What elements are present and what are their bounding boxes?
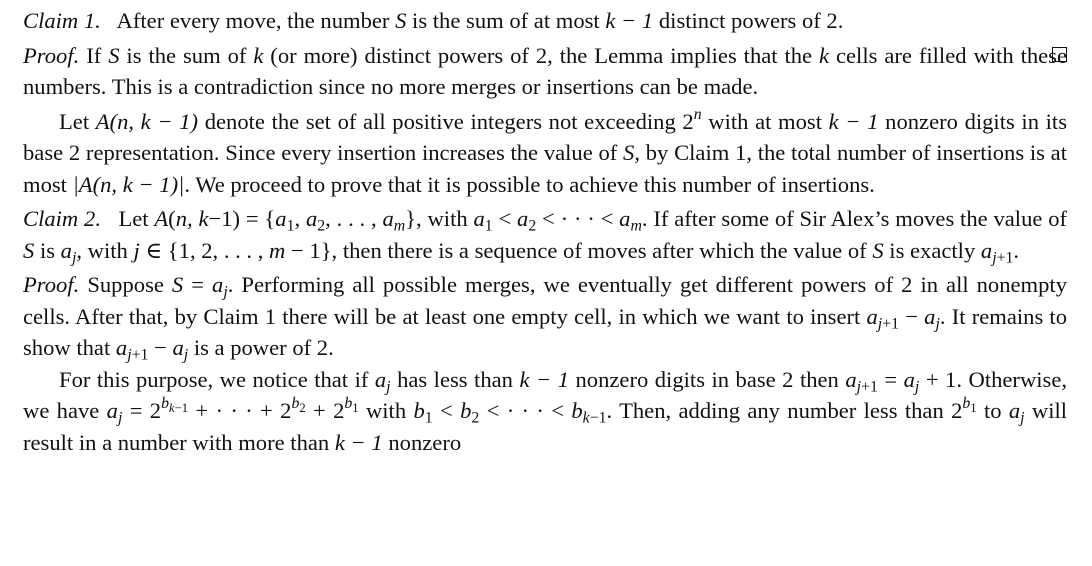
math-k-minus-1: k − 1: [605, 8, 654, 33]
claim-2-text-d: is: [34, 237, 61, 263]
proof-2-text-a: Suppose: [87, 272, 172, 297]
math-a-j: $a_j$: [1008, 398, 1025, 427]
claim-1-text-a: After every move, the number: [116, 8, 396, 33]
para-a-text-e: , by Claim 1, the total number of insertions is at most: [23, 140, 1067, 197]
math-A-set: A(n, $k-1) = \{a_1$, $a_2$, . . . , $a_m$}: [154, 206, 417, 235]
para-b-text-h: will result in a number with more than: [23, 398, 1068, 455]
proof-1-text-a: If: [86, 42, 109, 68]
math-S-eq-aj: $S = a_j$: [171, 272, 228, 301]
math-aj-sum: $a_j = 2^{b_{k-1}}$ + · · · + $2^{b_2} + 2^{b_1}$: [106, 395, 359, 427]
math-S: S: [872, 237, 884, 263]
claim-2-text-g: is exactly: [883, 237, 981, 263]
para-a-text-b: denote the set of all positive integers not exceeding: [198, 108, 683, 134]
para-b-text-c: nonzero digits in base 2 then: [569, 366, 846, 392]
proof-1-label: Proof.: [23, 42, 80, 68]
proof-2-text-d: is a power of 2.: [188, 335, 334, 360]
claim-2: [23, 203, 1067, 266]
claim-1: [23, 5, 1067, 37]
math-a-j: $a_j$: [60, 237, 77, 267]
para-b-text-d: . Otherwise, we have: [23, 366, 1068, 423]
proof-2: [23, 269, 1067, 364]
math-a-order: $a_1 < a_2$ < · · · < $a_m$: [473, 206, 642, 235]
para-b-text-e: with: [358, 398, 414, 423]
math-diff: $a_{j+1} - a_j$: [115, 335, 189, 364]
page: [23, 5, 1067, 458]
math-k-minus-1: k − 1: [828, 108, 879, 134]
qed-box: [1052, 47, 1067, 62]
claim-2-text-b: , with: [416, 206, 474, 231]
proof-1-text-c: (or more) distinct powers of 2, the Lemma implies that the: [263, 42, 820, 68]
claim-2-text-h: .: [1013, 237, 1020, 263]
math-a-j: $a_j$: [374, 366, 391, 396]
math-b-order: $b_1 < b_2$ < · · · < $b_{k-1}$: [413, 398, 607, 427]
math-k-minus-1: k − 1: [334, 429, 383, 455]
claim-1-text-b: is the sum of at most: [406, 8, 606, 33]
para-b-text-i: nonzero: [382, 429, 462, 455]
proof-1-text-d: cells are filled with these numbers. This is a contradiction since no more merges or insertions can be made.: [23, 42, 1067, 99]
para-a-text-c: with at most: [701, 108, 829, 134]
math-S: S: [395, 8, 407, 33]
math-k: k: [819, 42, 830, 68]
para-b-text-a: For this purpose, we notice that if: [59, 366, 375, 392]
claim-2-text-f: , then there is a sequence of moves after which the value of: [331, 237, 873, 263]
claim-2-text-a: Let: [118, 206, 155, 231]
math-S: S: [623, 140, 635, 165]
math-two-to-n: 2$^n$: [682, 105, 702, 134]
proof-1: [23, 40, 1067, 103]
para-a-text-f: . We proceed to prove that it is possible to achieve this number of insertions.: [184, 171, 875, 197]
claim-2-label: Claim 2.: [23, 206, 101, 231]
math-succ: $a_{j+1} = a_j + 1$: [845, 366, 957, 396]
claim-2-text-c: . If after some of Sir Alex’s moves the value of: [641, 206, 1068, 231]
proof-2-text-c: . It remains to show that: [23, 303, 1067, 360]
math-k: k: [253, 42, 264, 68]
paragraph-purpose: [23, 364, 1067, 459]
para-a-text-a: Let: [59, 108, 96, 134]
para-b-text-g: to: [976, 398, 1009, 423]
math-S: S: [108, 42, 120, 68]
math-abs-A: |A(n, k − 1)|: [72, 171, 185, 197]
paragraph-insertions: [23, 106, 1067, 201]
para-b-text-b: has less than: [390, 366, 520, 392]
math-j-set: j ∈ {1, 2, . . . , m − 1}: [133, 237, 332, 263]
claim-1-label: Claim 1.: [23, 8, 101, 33]
proof-1-text-b: is the sum of: [119, 42, 254, 68]
math-two-b1: $2^{b_1}$: [951, 395, 977, 423]
claim-1-text-c: distinct powers of 2.: [653, 8, 844, 33]
math-k-minus-1: k − 1: [519, 366, 570, 392]
claim-2-text-e: , with: [76, 237, 134, 263]
math-S: S: [23, 237, 35, 263]
para-a-text-d: nonzero digits in its base 2 representation. Since every insertion increases the value of: [23, 108, 1067, 165]
math-diff: $a_{j+1} - a_j$: [866, 303, 940, 333]
para-b-text-f: . Then, adding any number less than: [606, 398, 952, 423]
math-a-j-plus-1: $a_{j+1}$: [980, 237, 1014, 267]
proof-2-text-b: . Performing all possible merges, we eventually get different powers of 2 in all nonempty cells. After that, by Claim 1 there will be at least one empty cell, in which we want to insert: [23, 272, 1068, 329]
proof-2-label: Proof.: [23, 272, 80, 297]
math-A-n-k-minus-1: A(n, k − 1): [95, 108, 199, 134]
